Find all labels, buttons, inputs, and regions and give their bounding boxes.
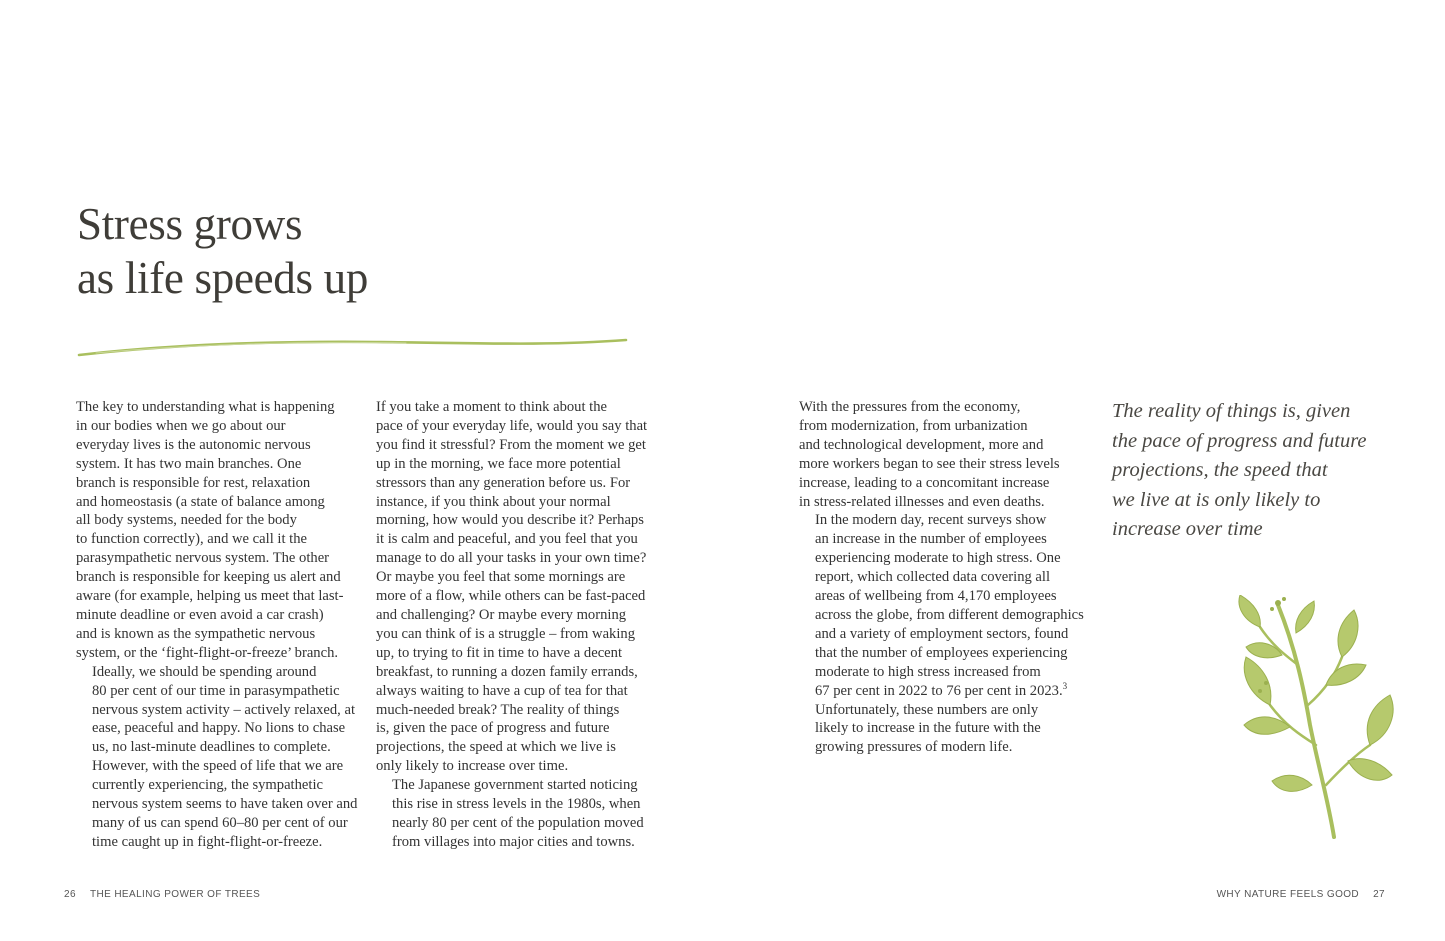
pull-quote [1112,397,1367,545]
text-line: branch is responsible for keeping us alert and [76,569,341,586]
text-line: The Japanese government started noticing [392,777,638,794]
text-line: always waiting to have a cup of tea for that [376,682,628,699]
text-line: time caught up in fight-flight-or-freeze. [92,833,323,850]
text-line: increase, leading to a concomitant increase [799,474,1050,491]
text-line: across the globe, from different demographics [815,606,1084,623]
text-line: an increase in the number of employees [815,531,1047,548]
paragraph [376,776,656,852]
paragraph [376,398,656,776]
text-line: and technological development, more and [799,436,1044,453]
text-line: you find it stressful? From the moment we get [376,436,646,453]
text-line: system, or the ‘fight-flight-or-freeze’ branch. [76,644,339,661]
text-line: from villages into major cities and towns. [392,833,635,850]
text-line: up, to trying to fit in time to have a decent [376,644,623,661]
text-line: aware (for example, helping us meet that last- [76,588,344,605]
text-line: and is known as the sympathetic nervous [76,625,316,642]
title-line-1: Stress grows [77,199,303,249]
body-column-3 [799,398,1084,757]
text-line: and a variety of employment sectors, found [815,625,1069,642]
text-line: breakfast, to running a dozen family errands, [376,663,638,680]
text-line: all body systems, needed for the body [76,512,297,529]
running-head-right: WHY NATURE FEELS GOOD [1216,889,1360,900]
text-line: nervous system seems to have taken over and [92,796,358,813]
text-line: branch is responsible for rest, relaxation [76,474,311,491]
text-line: only likely to increase over time. [376,758,569,775]
text-line: in stress-related illnesses and even deaths. [799,493,1045,510]
text-line: minute deadline or even avoid a car crash) [76,606,324,623]
paragraph [799,511,1084,700]
text-line: much-needed break? The reality of things [376,701,620,718]
text-line: and homeostasis (a state of balance among [76,493,325,510]
text-line: to function correctly), and we call it the [76,531,307,548]
text-line: In the modern day, recent surveys show [815,512,1047,529]
text-line: Or maybe you feel that some mornings are [376,569,626,586]
paragraph [76,398,356,663]
running-head-left: THE HEALING POWER OF TREES [89,889,261,900]
text-line: pace of your everyday life, would you say that [376,417,648,434]
pull-quote-line: we live at is only likely to [1112,488,1321,511]
paragraph [799,701,1079,758]
text-line: With the pressures from the economy, [799,399,1021,415]
text-line: from modernization, from urbanization [799,417,1028,434]
paragraph [799,398,1079,511]
text-line: stressors than any generation before us. For [376,474,631,491]
text-line: currently experiencing, the sympathetic [92,777,323,794]
text-line: However, with the speed of life that we are [92,758,344,775]
footer-left [64,889,260,900]
text-line: projections, the speed at which we live is [376,739,616,756]
page-number-left: 26 [64,889,76,900]
text-line: experiencing moderate to high stress. One [815,550,1061,567]
text-line: that the number of employees experiencing [815,644,1068,661]
text-line: nervous system activity – actively relaxed, at [92,701,356,718]
text-line: nearly 80 per cent of the population moved [392,814,644,831]
text-line: 80 per cent of our time in parasympathetic [92,682,340,699]
text-line: ease, peaceful and happy. No lions to chase [92,720,346,737]
leafy-branch-illustration-icon [1230,595,1400,845]
title-line-2: as life speeds up [77,253,369,303]
body-column-1 [76,398,356,852]
page-number-right: 27 [1373,889,1385,900]
body-column-2 [376,398,656,852]
text-line: report, which collected data covering all [815,569,1051,586]
text-line: 67 per cent in 2022 to 76 per cent in 2023.$^3$ [815,680,1068,699]
text-line: Ideally, we should be spending around [92,663,317,680]
text-line: it is calm and peaceful, and you feel that you [376,531,638,548]
text-line: us, no last-minute deadlines to complete. [92,739,331,756]
text-line: instance, if you think about your normal [376,493,611,510]
text-line: morning, how would you describe it? Perhaps [376,512,644,529]
text-line: system. It has two main branches. One [76,455,302,472]
pull-quote-line: increase over time [1112,518,1263,541]
footer-right [1217,889,1385,900]
pull-quote-line: projections, the speed that [1112,459,1328,482]
text-line: moderate to high stress increased from [815,663,1041,680]
footnote-marker: 3 [1062,680,1068,691]
text-line: is, given the pace of progress and future [376,720,610,737]
pull-quote-line: The reality of things is, given [1112,400,1351,422]
text-line: likely to increase in the future with the [815,720,1041,737]
text-line: areas of wellbeing from 4,170 employees [815,588,1057,605]
text-line: Unfortunately, these numbers are only [815,701,1039,718]
text-line: in our bodies when we go about our [76,417,286,434]
text-line: parasympathetic nervous system. The other [76,550,330,567]
page-title [77,197,368,305]
text-line: this rise in stress levels in the 1980s, when [392,796,641,813]
swoosh-divider-icon [76,336,632,360]
text-line: many of us can spend 60–80 per cent of our [92,814,348,831]
text-line: growing pressures of modern life. [815,739,1013,756]
text-line: you can think of is a struggle – from waking [376,625,635,642]
text-line: up in the morning, we face more potential [376,455,621,472]
text-line: The key to understanding what is happening [76,399,335,415]
text-line: manage to do all your tasks in your own time? [376,550,647,567]
pull-quote-line: the pace of progress and future [1112,429,1367,452]
paragraph [76,663,356,852]
text-line: more workers began to see their stress levels [799,455,1060,472]
text-line: If you take a moment to think about the [376,399,608,415]
text-line: more of a flow, while others can be fast-paced [376,588,646,605]
text-line: and challenging? Or maybe every morning [376,606,627,623]
text-line: everyday lives is the autonomic nervous [76,436,311,453]
